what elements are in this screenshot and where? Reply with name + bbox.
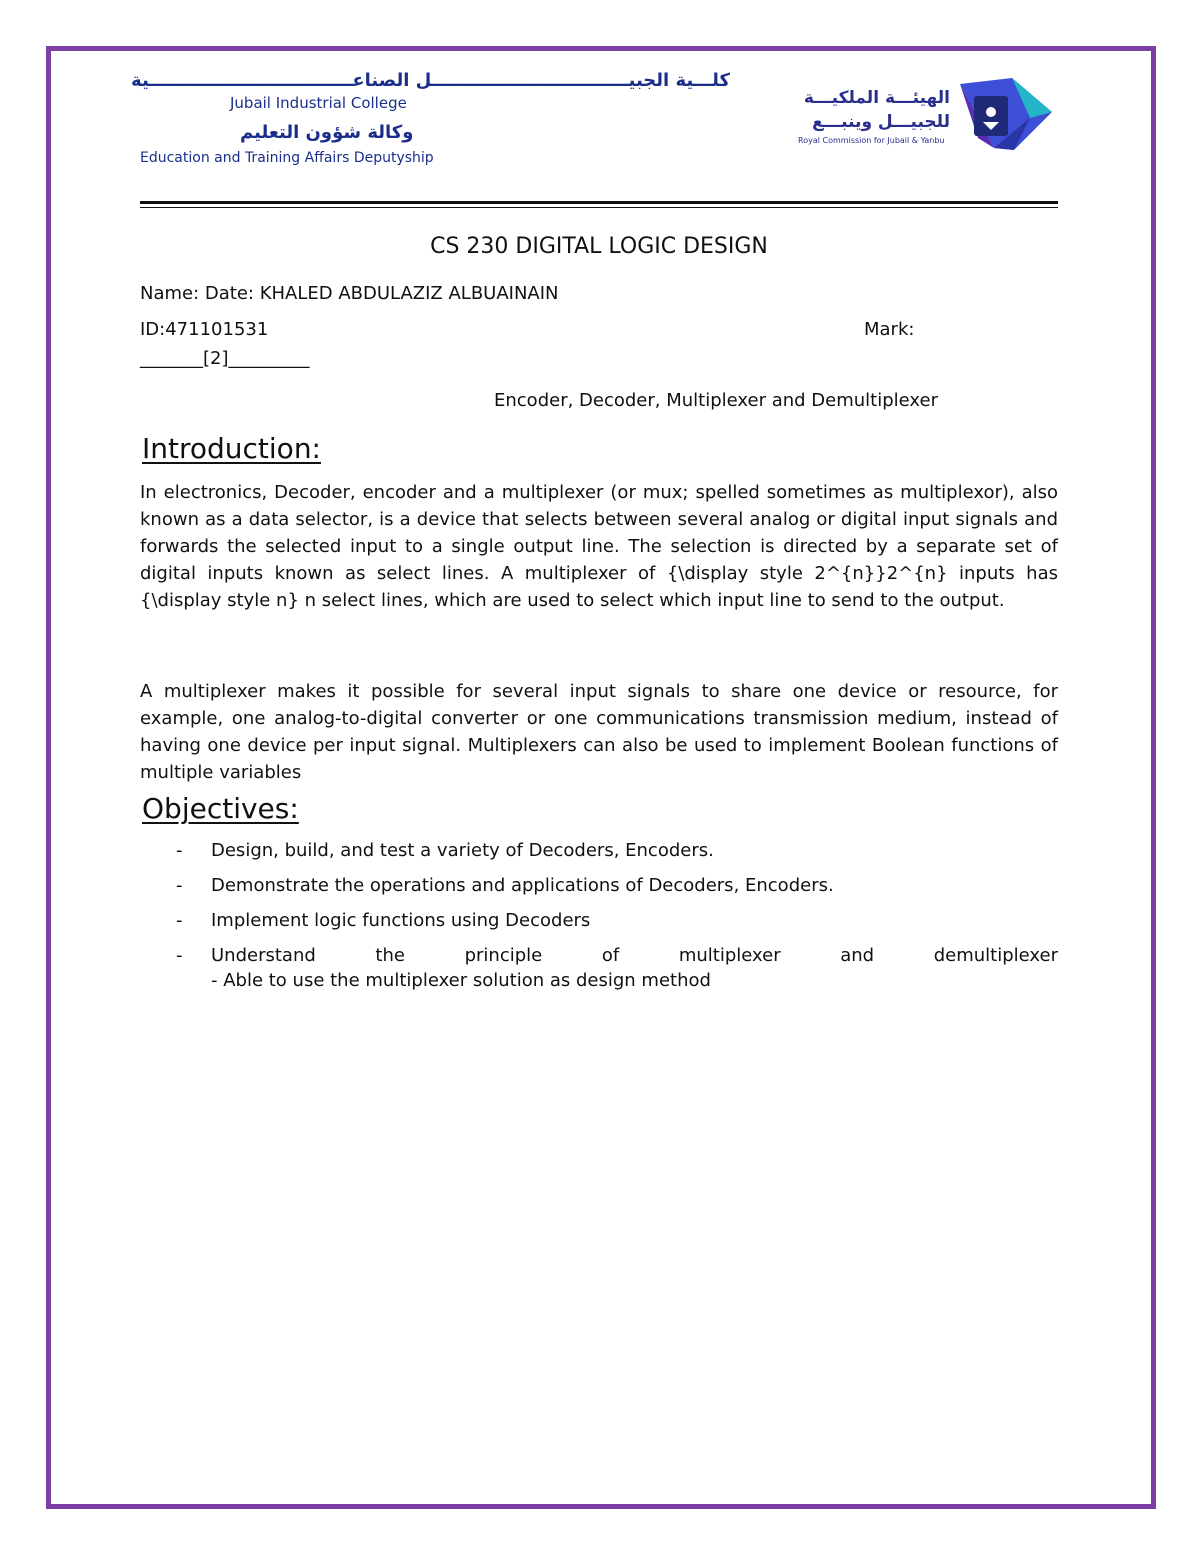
objective-text: Design, build, and test a variety of Decoders, Encoders.	[211, 840, 714, 861]
mark-score-line: _______[2]_________	[140, 348, 310, 369]
objective-item	[140, 836, 1058, 865]
rc-name-english: Royal Commission for Jubail & Yanbu	[798, 136, 945, 145]
introduction-heading: Introduction:	[142, 432, 321, 465]
objective-text: Demonstrate the operations and applications of Decoders, Encoders.	[211, 875, 834, 896]
mark-label: Mark:	[864, 319, 915, 340]
objective-bullet: -	[176, 840, 183, 861]
student-name-line: Name: Date: KHALED ABDULAZIZ ALBUAINAIN	[140, 283, 559, 304]
introduction-paragraph-1: In electronics, Decoder, encoder and a multiplexer (or mux; spelled sometimes as multiplexor), also known as a data selector, is a device that selects between several analog or digital input signals and forwards the selected input to a single output line. The selection is directed by a separate set of digital inputs known as select lines. A multiplexer of {\display style 2^{n}}2^{n} inputs has {\display style n} n select lines, which are used to select which input line to send to the output.	[140, 482, 1058, 611]
objectives-heading: Objectives:	[142, 792, 299, 825]
student-id-line: ID:471101531	[140, 319, 269, 340]
objective-text: Implement logic functions using Decoders	[211, 910, 591, 931]
objective-bullet: -	[176, 945, 183, 966]
rc-name-arabic-line1: الهيئـــة الملكيـــة	[803, 88, 950, 108]
introduction-paragraph-2: A multiplexer makes it possible for several input signals to share one device or resource, for example, one analog-to-digital converter or one communications transmission medium, instead of having one device per input signal. Multiplexers can also be used to implement Boolean functions of multiple variables	[140, 681, 1058, 783]
college-name-english: Jubail Industrial College	[230, 94, 407, 112]
objective-bullet: -	[176, 875, 183, 896]
objective-continuation: - Able to use the multiplexer solution as design method	[211, 970, 711, 991]
objectives-list	[140, 836, 1058, 976]
header-divider-thick	[140, 201, 1058, 204]
objective-item	[140, 941, 1058, 970]
objective-item	[140, 871, 1058, 900]
objective-item	[140, 906, 1058, 935]
lab-topic: Encoder, Decoder, Multiplexer and Demultiplexer	[494, 390, 938, 411]
deputyship-arabic: وكالة شؤون التعليم	[240, 122, 414, 143]
header-divider-thin	[140, 207, 1058, 208]
objective-text: Understand the principle of multiplexer and demultiplexer	[211, 945, 1058, 966]
college-name-arabic: كلـــية الجبيــــــــــــــــــــــــــــــــل الصناعـــــــــــــــــــــــــــــــــية	[131, 70, 730, 91]
royal-commission-emblem-icon	[956, 78, 1056, 154]
deputyship-english: Education and Training Affairs Deputyship	[140, 150, 434, 166]
royal-commission-logo-block	[796, 78, 1056, 158]
course-title: CS 230 DIGITAL LOGIC DESIGN	[430, 234, 768, 259]
objective-bullet: -	[176, 910, 183, 931]
rc-name-arabic-line2: للجبيـــل وينبـــع	[812, 112, 950, 132]
